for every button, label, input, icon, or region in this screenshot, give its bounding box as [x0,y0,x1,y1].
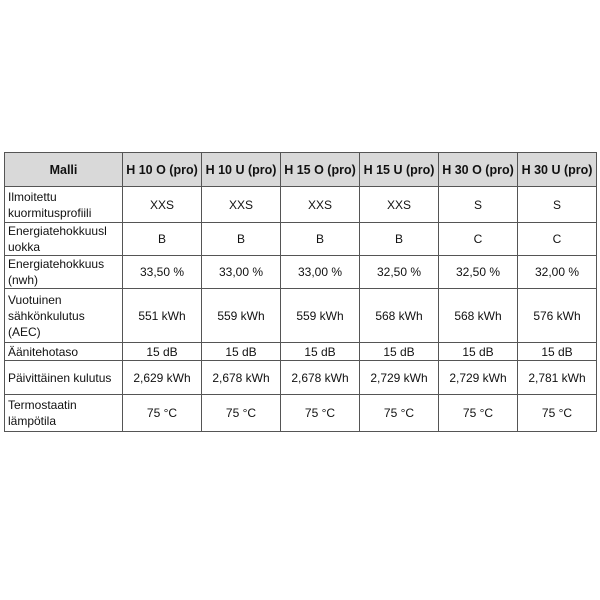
header-h15u: H 15 U (pro) [360,153,439,187]
table-cell: 559 kWh [202,289,281,343]
header-h30o: H 30 O (pro) [439,153,518,187]
table-cell: 15 dB [281,343,360,361]
table-cell: B [202,223,281,256]
table-cell: 568 kWh [439,289,518,343]
row-label: Energiatehokkuus (nwh) [5,256,123,289]
table-cell: 2,729 kWh [360,361,439,395]
table-cell: S [518,187,597,223]
header-h10o: H 10 O (pro) [123,153,202,187]
row-load-profile [5,187,597,223]
table-cell: B [281,223,360,256]
table-cell: S [439,187,518,223]
table-cell: 75 °C [360,395,439,432]
table-cell: XXS [123,187,202,223]
table-cell: XXS [202,187,281,223]
table-cell: 551 kWh [123,289,202,343]
table-cell: 33,00 % [281,256,360,289]
table-cell: XXS [360,187,439,223]
header-model: Malli [5,153,123,187]
table-cell: 559 kWh [281,289,360,343]
row-energy-class [5,223,597,256]
table-cell: 2,781 kWh [518,361,597,395]
table-cell: 75 °C [281,395,360,432]
header-h10u: H 10 U (pro) [202,153,281,187]
row-thermostat-temperature [5,395,597,432]
table-cell: B [123,223,202,256]
table-cell: 32,00 % [518,256,597,289]
table-cell: C [439,223,518,256]
table-cell: 75 °C [439,395,518,432]
table-cell: 15 dB [439,343,518,361]
table-cell: 15 dB [518,343,597,361]
header-row [5,153,597,187]
row-sound-level [5,343,597,361]
table-cell: 15 dB [123,343,202,361]
table-cell: 2,678 kWh [202,361,281,395]
table-cell: 2,729 kWh [439,361,518,395]
table-cell: 15 dB [202,343,281,361]
table-cell: 33,50 % [123,256,202,289]
row-label: Vuotuinen sähkönkulutus (AEC) [5,289,123,343]
row-daily-consumption [5,361,597,395]
table-cell: 32,50 % [360,256,439,289]
header-h15o: H 15 O (pro) [281,153,360,187]
row-label: Energiatehokkuusl uokka [5,223,123,256]
table-cell: 2,678 kWh [281,361,360,395]
row-label: Termostaatin lämpötila [5,395,123,432]
table-cell: 75 °C [202,395,281,432]
table-cell: 568 kWh [360,289,439,343]
table-cell: XXS [281,187,360,223]
header-h30u: H 30 U (pro) [518,153,597,187]
table-cell: 33,00 % [202,256,281,289]
table-cell: 75 °C [518,395,597,432]
row-label: Ilmoitettu kuormitusprofiili [5,187,123,223]
table-cell: C [518,223,597,256]
table-cell: 75 °C [123,395,202,432]
table-cell: 576 kWh [518,289,597,343]
table-cell: 2,629 kWh [123,361,202,395]
table-cell: 32,50 % [439,256,518,289]
row-label: Äänitehotaso [5,343,123,361]
row-energy-efficiency [5,256,597,289]
row-label: Päivittäinen kulutus [5,361,123,395]
row-annual-consumption [5,289,597,343]
spec-table [4,152,597,432]
table-cell: B [360,223,439,256]
table-cell: 15 dB [360,343,439,361]
